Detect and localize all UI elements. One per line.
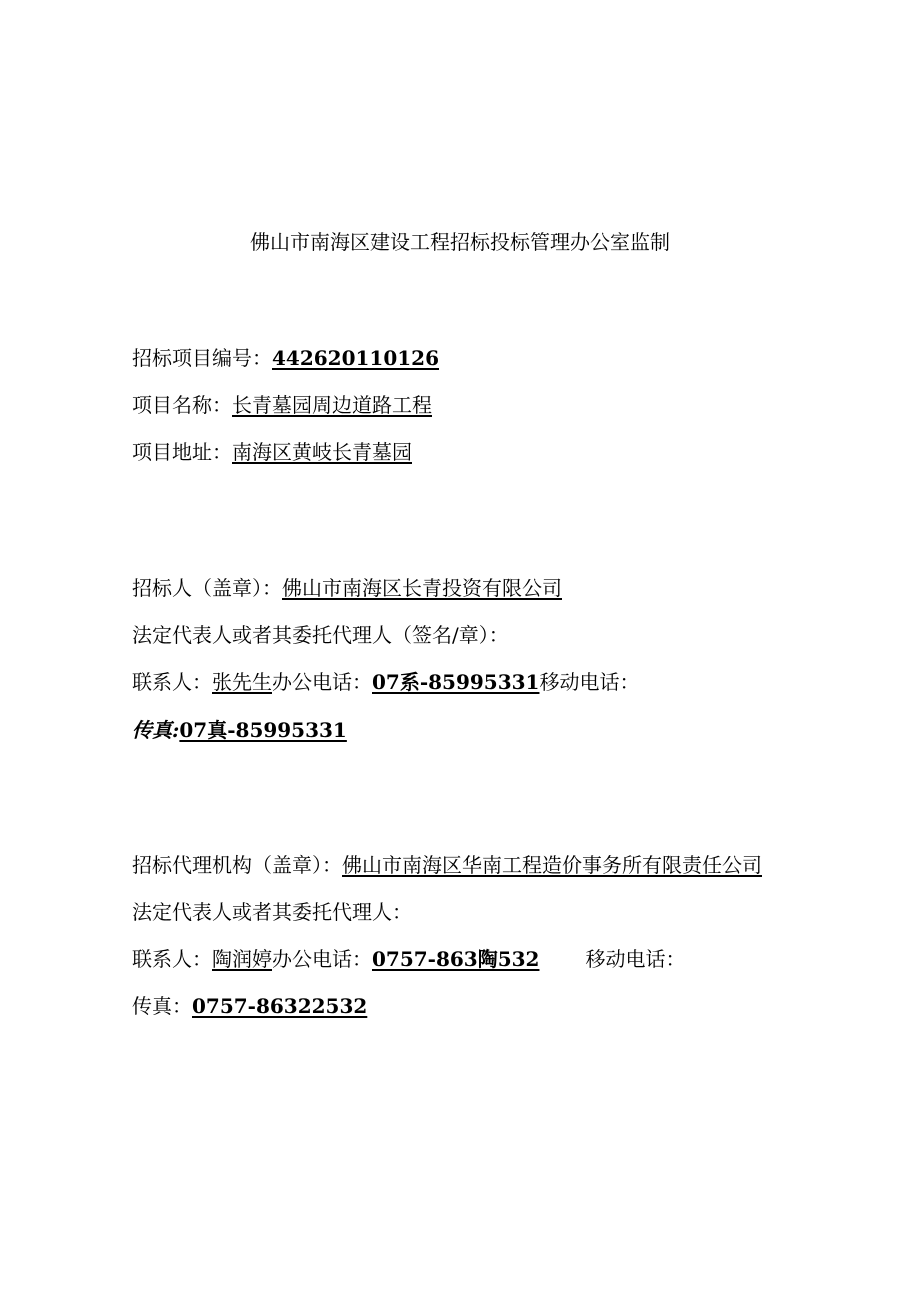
tenderer-mobile-label: 移动电话： [539, 670, 640, 694]
agency-contact-label: 联系人： [132, 947, 212, 971]
tenderer-fax-value: 07真-85995331 [179, 718, 347, 742]
tenderer-fax-label: 传真: [132, 718, 180, 742]
project-address-row [132, 438, 412, 466]
tenderer-office-phone-label: 办公电话： [272, 670, 372, 694]
agency-label: 招标代理机构（盖章）： [132, 853, 342, 877]
agency-office-phone-value: 0757-863陶532 [372, 947, 540, 971]
agency-contact-value: 陶润婷 [212, 947, 272, 971]
project-number-value: 442620110126 [272, 346, 439, 370]
tenderer-contact-row [132, 668, 639, 696]
agency-legal-rep: 法定代表人或者其委托代理人： [132, 900, 412, 924]
project-address-label: 项目地址： [132, 440, 232, 464]
agency-fax-row [132, 992, 367, 1020]
project-address-value: 南海区黄岐长青墓园 [232, 440, 412, 464]
tenderer-label: 招标人（盖章）： [132, 576, 282, 600]
agency-row [132, 851, 762, 879]
tenderer-fax-row [132, 716, 347, 744]
tenderer-contact-value: 张先生 [212, 670, 272, 694]
tenderer-legal-rep: 法定代表人或者其委托代理人（签名/章）： [132, 623, 509, 647]
project-name-value: 长青墓园周边道路工程 [232, 393, 432, 417]
project-name-row [132, 391, 432, 419]
agency-value: 佛山市南海区华南工程造价事务所有限责任公司 [342, 853, 762, 877]
project-number-row [132, 344, 439, 372]
supervision-note: 佛山市南海区建设工程招标投标管理办公室监制 [250, 230, 670, 254]
agency-mobile-label: 移动电话： [585, 947, 686, 971]
agency-fax-value: 0757-86322532 [192, 994, 368, 1018]
agency-contact-row [132, 945, 685, 973]
agency-office-phone-label: 办公电话： [272, 947, 372, 971]
agency-fax-label: 传真： [132, 994, 192, 1018]
tenderer-contact-label: 联系人： [132, 670, 212, 694]
tenderer-row [132, 574, 562, 602]
project-name-label: 项目名称： [132, 393, 232, 417]
tenderer-office-phone-value: 07系-85995331 [372, 670, 540, 694]
tenderer-value: 佛山市南海区长青投资有限公司 [282, 576, 562, 600]
project-number-label: 招标项目编号： [132, 346, 272, 370]
